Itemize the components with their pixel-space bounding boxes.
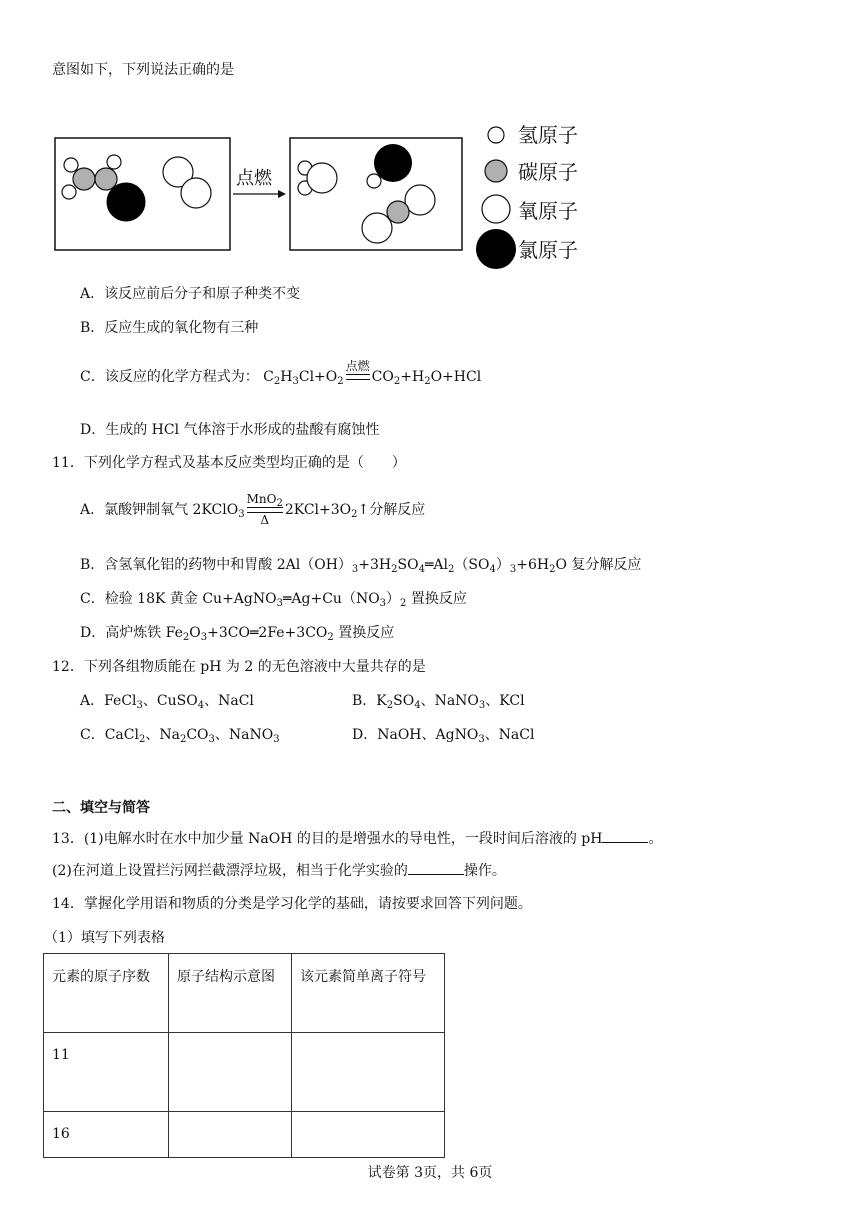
- table-header: 元素的原子序数: [44, 954, 169, 1033]
- table-cell-answer[interactable]: [169, 1033, 292, 1112]
- oxygen-atom: [181, 178, 211, 208]
- q11-option-c: C．检验 18K 黄金 $Cu+AgNO_3═Ag+Cu(NO_3)_2$ 置换反应: [80, 591, 467, 609]
- q12-stem: 12．下列各组物质能在 pH 为 2 的无色溶液中大量共存的是: [52, 659, 426, 675]
- carbon-atom: [95, 168, 117, 190]
- q10-equation-reactants: $C_2H_3Cl+O_2$: [263, 369, 344, 387]
- legend-chlorine-icon: [476, 229, 516, 269]
- chlorine-atom: [107, 183, 145, 221]
- q11-a-condition: MnO$_2$ Δ: [246, 492, 283, 527]
- intro-text: 意图如下，下列说法正确的是: [52, 62, 234, 78]
- q10-option-c-prefix: C．该反应的化学方程式为：: [80, 369, 259, 385]
- legend-carbon-label: 碳原子: [518, 162, 578, 184]
- hydrogen-atom: [367, 174, 381, 188]
- q10-condition: 点燃: [346, 360, 370, 394]
- chlorine-atom: [374, 144, 412, 182]
- q11-option-d: D．高炉炼铁 $Fe_2O_3+3CO═2Fe+3CO_2$ 置换反应: [80, 625, 395, 643]
- hydrogen-atom: [107, 155, 121, 169]
- legend-carbon-icon: [485, 160, 507, 182]
- arrow-label: 点燃: [236, 168, 272, 188]
- q10-option-d: D．生成的 HCl 气体溶于水形成的盐酸有腐蚀性: [80, 422, 380, 438]
- q10-option-c: [80, 360, 481, 394]
- q10-equation-products: $CO_2+H_2O+HCl$: [371, 369, 482, 387]
- legend-hydrogen-icon: [488, 127, 504, 143]
- table-row: [44, 1112, 445, 1158]
- q10-option-a: A．该反应前后分子和原子种类不变: [80, 286, 301, 302]
- table-cell-answer[interactable]: [169, 1112, 292, 1158]
- carbon-atom: [73, 168, 95, 190]
- q10-option-b: B．反应生成的氧化物有三种: [80, 320, 259, 336]
- carbon-atom: [387, 201, 409, 223]
- table-cell-answer[interactable]: [292, 1033, 445, 1112]
- q14-sub1: （1）填写下列表格: [44, 930, 165, 946]
- hydrogen-atom: [62, 185, 76, 199]
- table-cell: 16: [44, 1112, 169, 1158]
- table-cell-answer[interactable]: [292, 1112, 445, 1158]
- oxygen-atom: [307, 163, 337, 193]
- reaction-diagram: [50, 118, 610, 278]
- q14-stem: 14．掌握化学用语和物质的分类是学习化学的基础，请按要求回答下列问题。: [52, 896, 532, 912]
- q13-line1: 13．(1)电解水时在水中加少量 NaOH 的目的是增强水的导电性，一段时间后溶液的 pH 。: [52, 828, 662, 849]
- q12-option-c: C．CaCl$_2$、$Na_2CO_3$、NaNO$_3$: [80, 727, 280, 745]
- legend-chlorine-label: 氯原子: [518, 240, 578, 262]
- table-header: 原子结构示意图: [169, 954, 292, 1033]
- element-table: [43, 953, 445, 1158]
- table-cell: 11: [44, 1033, 169, 1112]
- legend-hydrogen-label: 氢原子: [518, 125, 578, 147]
- q13-line2: (2)在河道上设置拦污网拦截漂浮垃圾，相当于化学实验的 操作。: [52, 860, 506, 881]
- q11-stem: 11．下列化学方程式及基本反应类型均正确的是（ ）: [52, 455, 406, 471]
- q12-option-d: D．NaOH、AgNO$_3$、NaCl: [352, 727, 535, 745]
- hydrogen-atom: [64, 158, 78, 172]
- legend-oxygen-icon: [482, 195, 510, 223]
- page-footer: 试卷第 3页，共 6页: [367, 1165, 493, 1181]
- table-header: 该元素简单离子符号: [292, 954, 445, 1033]
- answer-blank[interactable]: [602, 828, 648, 843]
- table-header-row: [44, 954, 445, 1033]
- q11-option-b: B．含氢氧化铝的药物中和胃酸 $2Al(OH)_3+3H_2SO_4═Al_2(SO_4)_3+6H_2O$ 复分解反应: [80, 557, 642, 575]
- answer-blank[interactable]: [408, 860, 464, 875]
- legend-oxygen-label: 氧原子: [518, 201, 578, 223]
- q12-option-a: A．FeCl$_3$、CuSO$_4$、NaCl: [80, 693, 254, 711]
- table-row: [44, 1033, 445, 1112]
- oxygen-atom: [362, 213, 392, 243]
- section-title: 二、填空与简答: [52, 800, 150, 816]
- q12-option-b: B．$K_2SO_4$、NaNO$_3$、KCl: [352, 693, 525, 711]
- q11-option-a: A．氯酸钾制氧气 2KClO$_3$ MnO$_2$ Δ $2KCl+3O_2↑$分解反应: [80, 492, 426, 527]
